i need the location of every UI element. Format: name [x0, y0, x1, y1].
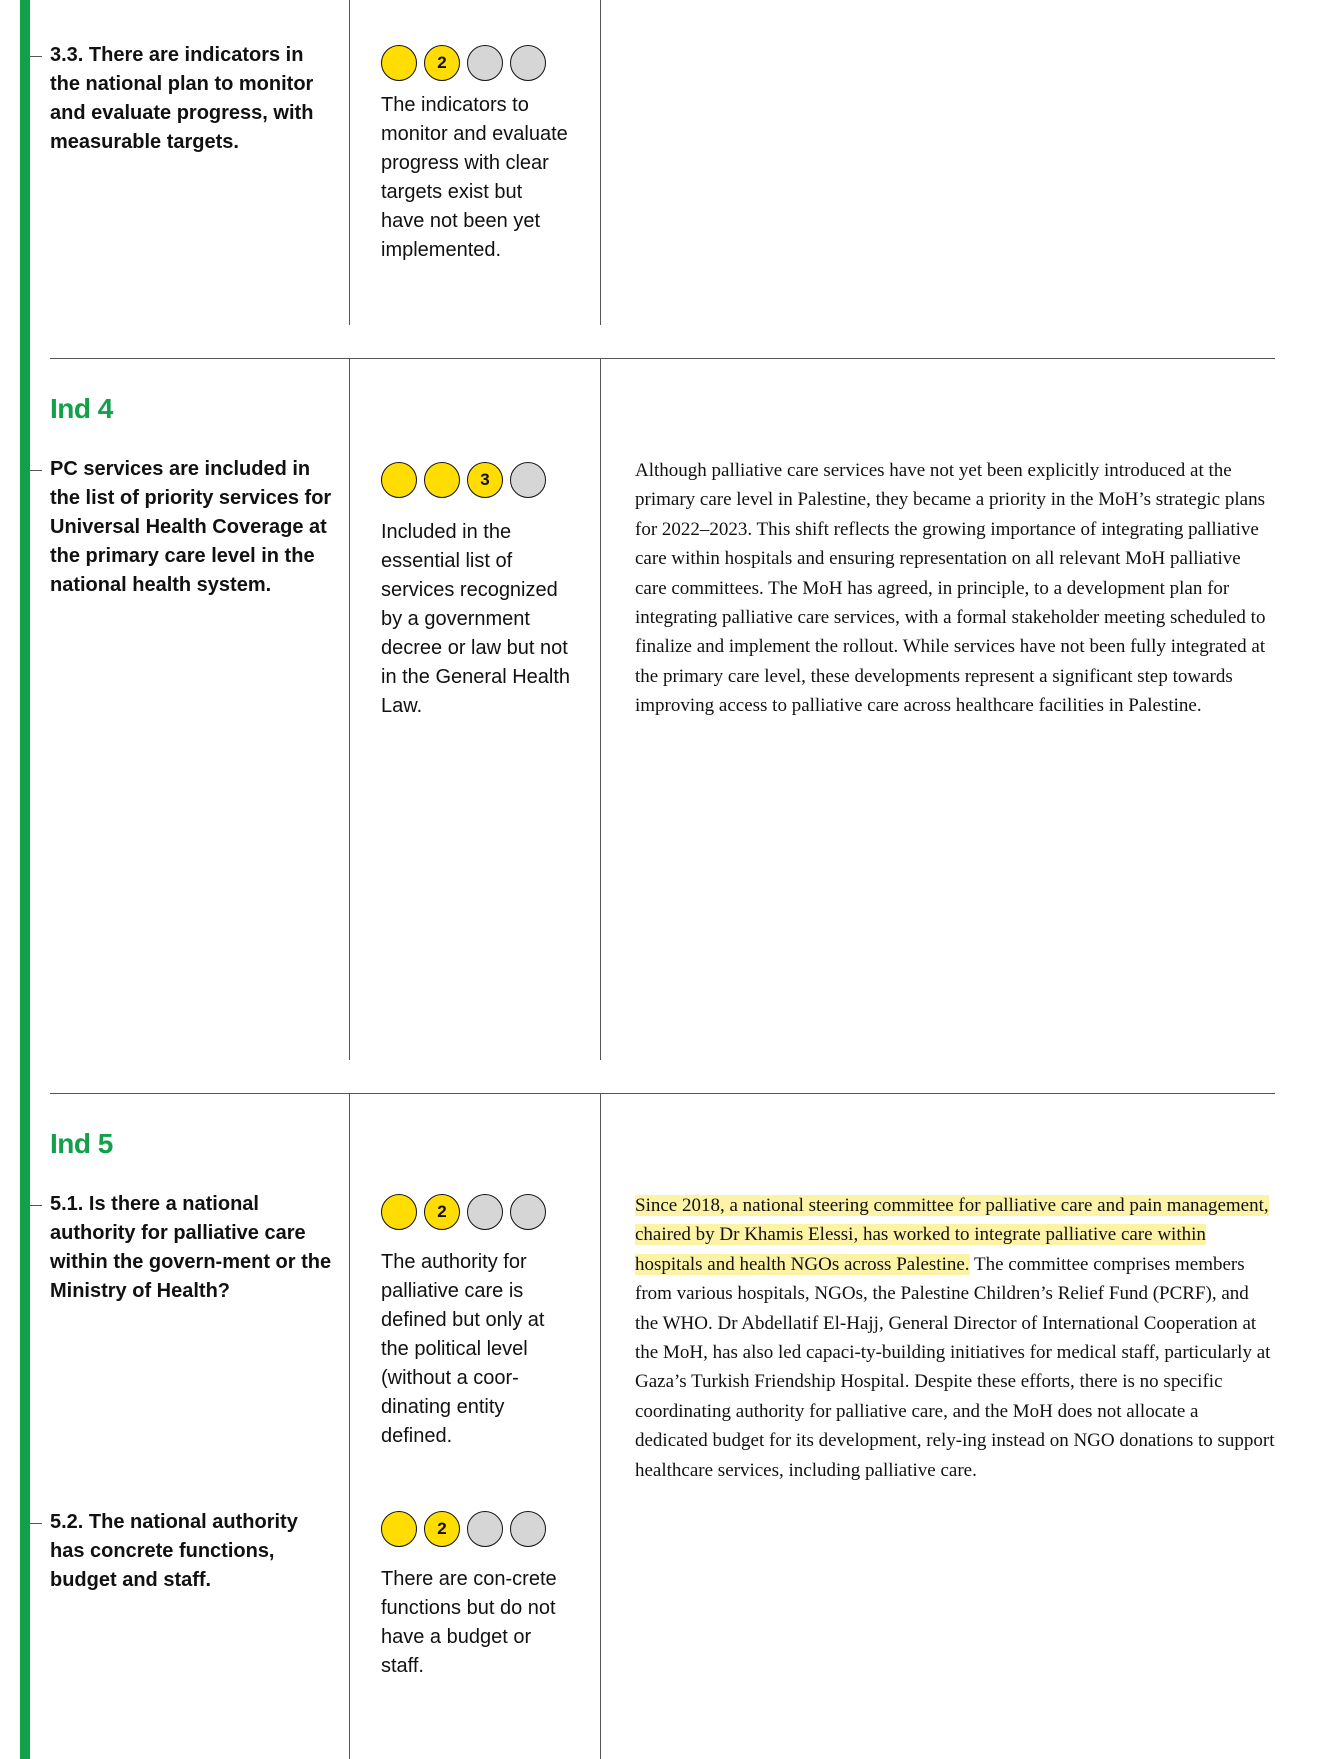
criterion-tick	[30, 1205, 42, 1206]
score-circle-current: 2	[424, 1194, 460, 1230]
column-divider	[349, 1093, 350, 1759]
score-circle-filled	[381, 45, 417, 81]
criterion-tick	[30, 470, 42, 471]
score-rating	[381, 1194, 553, 1232]
score-circle-filled	[381, 1194, 417, 1230]
indicator-title: Ind 4	[50, 393, 113, 424]
commentary-ind5	[635, 1191, 1275, 1485]
criterion-ind4: PC services are included in the list of priority services for Universal Health Coverage at the primary care level in the national health system.	[50, 458, 332, 596]
score-rating	[381, 462, 553, 500]
criterion-tick	[30, 56, 42, 57]
commentary-text: The committee comprises members from various hospitals, NGOs, the Palestine Children’s Relief Fund (PCRF), and the WHO. Dr Abdellatif El-Hajj, General Director of International Cooperation at the MoH, has also led capaci-ty-building initiatives for medical staff, particularly at Gaza’s Turkish Friendship Hospital. Despite these efforts, there is no specific coordinating authority for palliative care, and the MoH does not allocate a dedicated budget for its development, rely-ing instead on NGO donations to support healthcare services, including palliative care.	[635, 1253, 1275, 1481]
column-divider	[600, 1093, 601, 1759]
score-circle-filled	[381, 1511, 417, 1547]
score-circle-current: 3	[467, 462, 503, 498]
row-divider	[50, 1093, 1275, 1094]
score-rating	[381, 1511, 553, 1549]
score-description: The authority for palliative care is defined but only at the political level (without a coor-dinating entity defined.	[381, 1251, 545, 1447]
criterion-3-3: 3.3. There are indicators in the national plan to monitor and evaluate progress, with measurable targets.	[50, 44, 314, 153]
highlighted-text: Since 2018, a national steering committee for palliative care and pain management, chaired by Dr Khamis Elessi, has worked to integrate palliative care within hospitals and health NGOs across Palestine.	[635, 1195, 1269, 1275]
column-divider	[600, 0, 601, 325]
criterion-5-1: 5.1. Is there a national authority for palliative care within the govern-ment or the Ministry of Health?	[50, 1193, 332, 1302]
column-divider	[349, 0, 350, 325]
column-divider	[349, 358, 350, 1060]
column-divider	[600, 358, 601, 1060]
score-circle-empty	[467, 45, 503, 81]
score-circle-filled	[381, 462, 417, 498]
score-circle-empty	[510, 45, 546, 81]
criterion-5-2: 5.2. The national authority has concrete functions, budget and staff.	[50, 1511, 298, 1591]
score-description: There are con-crete functions but do not have a budget or staff.	[381, 1568, 557, 1677]
score-circle-current: 2	[424, 1511, 460, 1547]
score-circle-filled	[424, 462, 460, 498]
score-circle-empty	[510, 1194, 546, 1230]
score-circle-empty	[510, 1511, 546, 1547]
score-description: The indicators to monitor and evaluate progress with clear targets exist but have not been yet implemented.	[381, 94, 568, 261]
row-divider	[50, 358, 1275, 359]
section-accent-bar	[20, 0, 30, 1759]
score-description: Included in the essential list of services recognized by a government decree or law but not in the General Health Law.	[381, 521, 571, 717]
score-rating	[381, 45, 553, 83]
score-circle-empty	[467, 1194, 503, 1230]
score-circle-current: 2	[424, 45, 460, 81]
indicator-title: Ind 5	[50, 1128, 113, 1159]
criterion-tick	[30, 1523, 42, 1524]
commentary-ind4: Although palliative care services have not yet been explicitly introduced at the primary care level in Palestine, they became a priority in the MoH’s strategic plans for 2022–2023. This shift reflects the growing importance of integrating palliative care within hospitals and ensuring representation on all relevant MoH palliative care committees. The MoH has agreed, in principle, to a development plan for integrating palliative care services, with a formal stakeholder meeting scheduled to finalize and implement the rollout. While services have not been fully integrated at the primary care level, these developments represent a significant step towards improving access to palliative care across healthcare facilities in Palestine.	[635, 460, 1266, 717]
score-circle-empty	[510, 462, 546, 498]
score-circle-empty	[467, 1511, 503, 1547]
